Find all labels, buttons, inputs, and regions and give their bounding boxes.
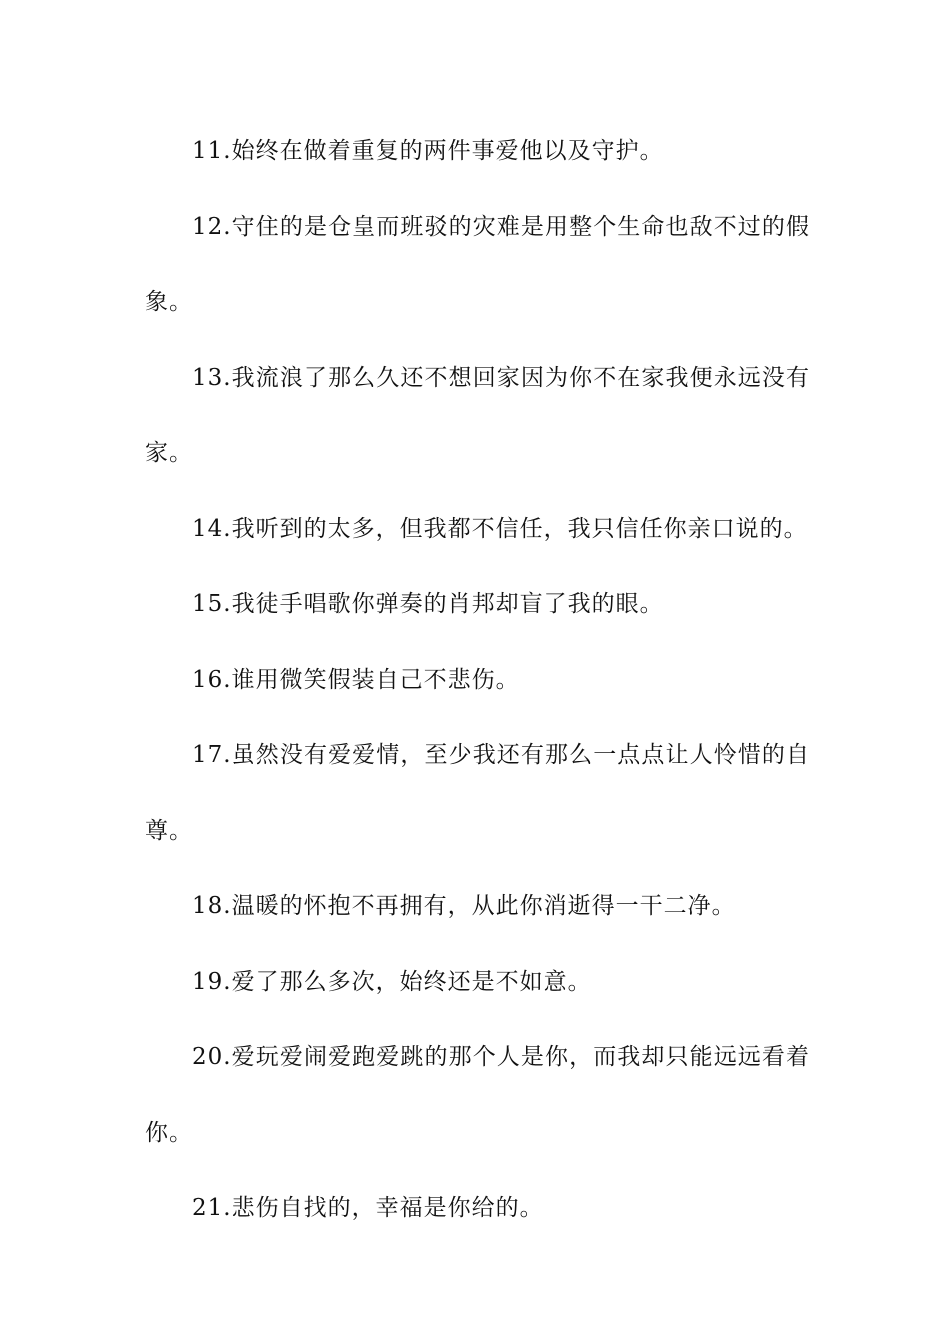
quote-list	[145, 114, 810, 1247]
quote-item-20: 20.爱玩爱闹爱跑爱跳的那个人是你，而我却只能远远看着你。	[145, 1044, 810, 1146]
quote-item-11: 11.始终在做着重复的两件事爱他以及守护。	[192, 138, 664, 164]
quote-item-21: 21.悲伤自找的，幸福是你给的。	[192, 1195, 544, 1221]
quote-item-13: 13.我流浪了那么久还不想回家因为你不在家我便永远没有家。	[145, 364, 810, 466]
quote-item-17: 17.虽然没有爱爱情，至少我还有那么一点点让人怜惜的自尊。	[145, 742, 810, 844]
quote-item-19: 19.爱了那么多次，始终还是不如意。	[192, 968, 592, 995]
quote-item-14: 14.我听到的太多，但我都不信任，我只信任你亲口说的。	[192, 515, 808, 542]
quote-item-15: 15.我徒手唱歌你弹奏的肖邦却盲了我的眼。	[192, 591, 664, 617]
quote-item-12: 12.守住的是仓皇而班驳的灾难是用整个生命也敌不过的假象。	[145, 213, 810, 315]
quote-item-18: 18.温暖的怀抱不再拥有，从此你消逝得一干二净。	[192, 893, 736, 919]
quote-item-16: 16.谁用微笑假装自己不悲伤。	[192, 666, 520, 693]
